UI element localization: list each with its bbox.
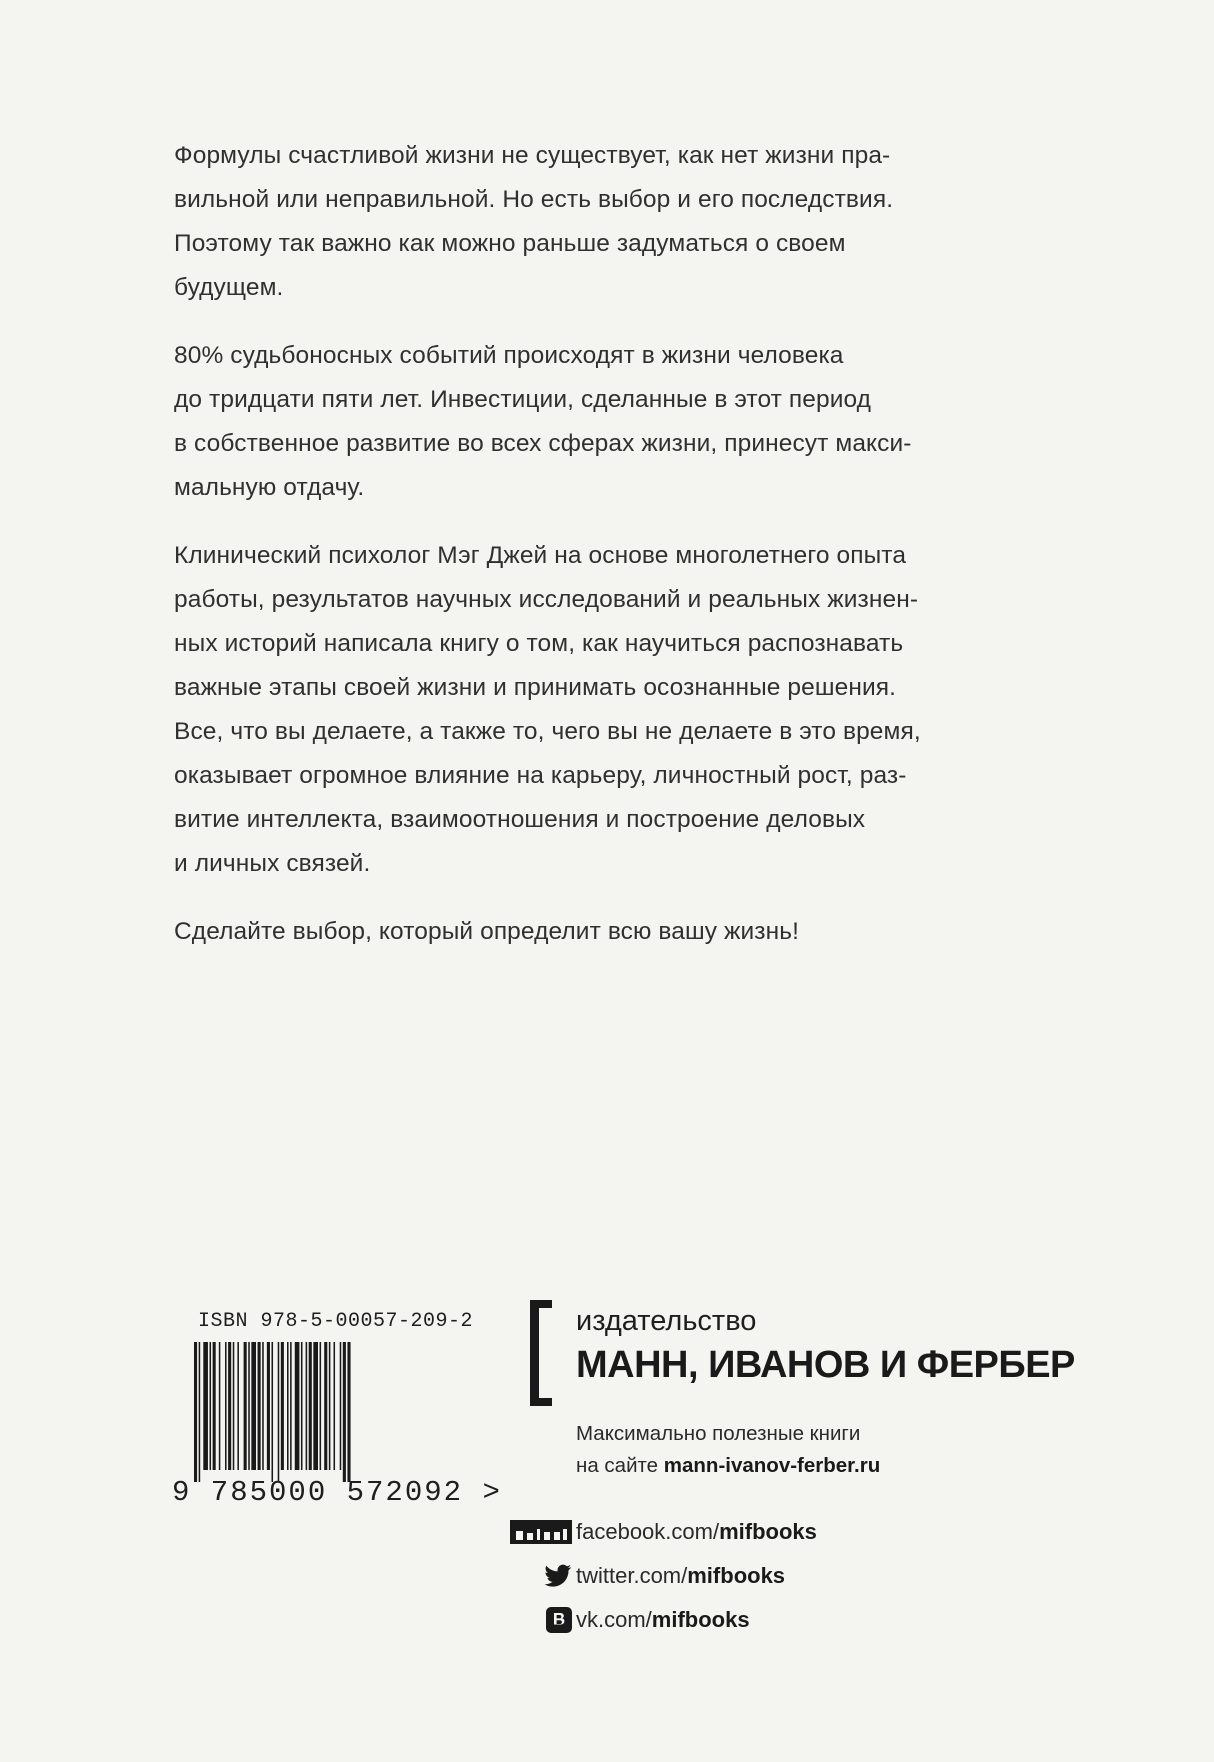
vk-icon (500, 1607, 576, 1633)
barcode-digits: 9 785000 572092 > (172, 1476, 502, 1509)
barcode-bar (343, 1342, 346, 1482)
barcode-bar (262, 1342, 264, 1470)
twitter-prefix: twitter.com/ (576, 1563, 688, 1588)
text-line: до тридцати пяти лет. Инвестиции, сделанные в этот период (174, 386, 872, 413)
barcode-bar (287, 1342, 289, 1470)
barcode-bar (267, 1342, 270, 1470)
text-line: будущем. (174, 274, 284, 301)
text-line: в собственное развитие во всех сферах жизни, принесут макси- (174, 430, 912, 457)
vk-prefix: vk.com/ (576, 1607, 652, 1632)
barcode-bar (233, 1342, 235, 1470)
text-line: Клинический психолог Мэг Джей на основе многолетнего опыта (174, 542, 907, 569)
barcode-bar (219, 1342, 221, 1470)
text-line: и личных связей. (174, 850, 371, 877)
text-line: Сделайте выбор, который определит всю вашу жизнь! (174, 918, 799, 945)
barcode-bar (213, 1342, 216, 1470)
barcode-bar (290, 1342, 292, 1470)
isbn-label: ISBN 978-5-00057-209-2 (198, 1310, 474, 1333)
barcode-bar (309, 1342, 312, 1470)
publisher-website-link[interactable]: mann-ivanov-ferber.ru (663, 1454, 881, 1477)
tagline-line-1: Максимально полезные книги (576, 1422, 861, 1445)
paragraph-1 (174, 134, 1010, 310)
twitter-handle: mifbooks (687, 1563, 786, 1588)
description-text (174, 134, 1010, 978)
barcode-bar (278, 1342, 280, 1482)
barcode-bar (199, 1342, 201, 1482)
tagline-prefix: на сайте (576, 1454, 664, 1477)
facebook-icon (500, 1520, 576, 1544)
barcode-bar (301, 1342, 303, 1470)
barcode-bar (237, 1342, 239, 1470)
barcode-bar (340, 1342, 342, 1470)
barcode (192, 1342, 462, 1482)
barcode-bar (324, 1342, 327, 1470)
barcode-bar (258, 1342, 261, 1470)
barcode-bar (203, 1342, 208, 1470)
barcode-bar (251, 1342, 256, 1470)
text-line: важные этапы своей жизни и принимать осознанные решения. (174, 674, 897, 701)
paragraph-2 (174, 334, 1010, 510)
barcode-bar (210, 1342, 212, 1470)
text-line: Поэтому так важно как можно раньше задуматься о своем (174, 230, 846, 257)
text-line: оказывает огромное влияние на карьеру, личностный рост, раз- (174, 762, 907, 789)
text-line: мальную отдачу. (174, 474, 365, 501)
text-line: ных историй написала книгу о том, как научиться распознавать (174, 630, 904, 657)
text-line: вильной или неправильной. Но есть выбор и его последствия. (174, 186, 894, 213)
facebook-prefix: facebook.com/ (576, 1519, 720, 1544)
barcode-bar (306, 1342, 308, 1470)
social-link-facebook[interactable] (500, 1510, 817, 1554)
text-line: 80% судьбоносных событий происходят в жизни человека (174, 342, 844, 369)
paragraph-4 (174, 910, 1010, 954)
tagline-line-2 (576, 1450, 880, 1482)
social-link-twitter[interactable] (500, 1554, 817, 1598)
text-line: работы, результатов научных исследований и реальных жизнен- (174, 586, 919, 613)
text-line: витие интеллекта, взаимоотношения и построение деловых (174, 806, 866, 833)
barcode-bar (320, 1342, 322, 1470)
publisher-tagline (576, 1418, 880, 1482)
text-line: Все, что вы делаете, а также то, чего вы не делаете в это время, (174, 718, 921, 745)
social-link-vk[interactable] (500, 1598, 817, 1642)
publisher-label: издательство (576, 1305, 757, 1337)
barcode-bar (272, 1342, 274, 1482)
social-links (500, 1510, 817, 1642)
text-line: Формулы счастливой жизни не существует, как нет жизни пра- (174, 142, 891, 169)
barcode-bar (248, 1342, 250, 1470)
barcode-bar (225, 1342, 227, 1470)
barcode-bar (329, 1342, 331, 1470)
barcode-bar (194, 1342, 197, 1482)
barcode-bar (295, 1342, 300, 1470)
publisher-name: МАНН, ИВАНОВ И ФЕРБЕР (576, 1344, 1075, 1386)
barcode-bar (281, 1342, 284, 1470)
barcode-bar (334, 1342, 336, 1470)
twitter-icon (500, 1564, 576, 1588)
barcode-bar (313, 1342, 318, 1470)
vk-handle: mifbooks (651, 1607, 750, 1632)
facebook-handle: mifbooks (719, 1519, 817, 1544)
barcode-bar (244, 1342, 247, 1470)
paragraph-3 (174, 534, 1010, 886)
bracket-icon (530, 1300, 554, 1406)
barcode-bar (228, 1342, 231, 1470)
barcode-bar (347, 1342, 350, 1482)
